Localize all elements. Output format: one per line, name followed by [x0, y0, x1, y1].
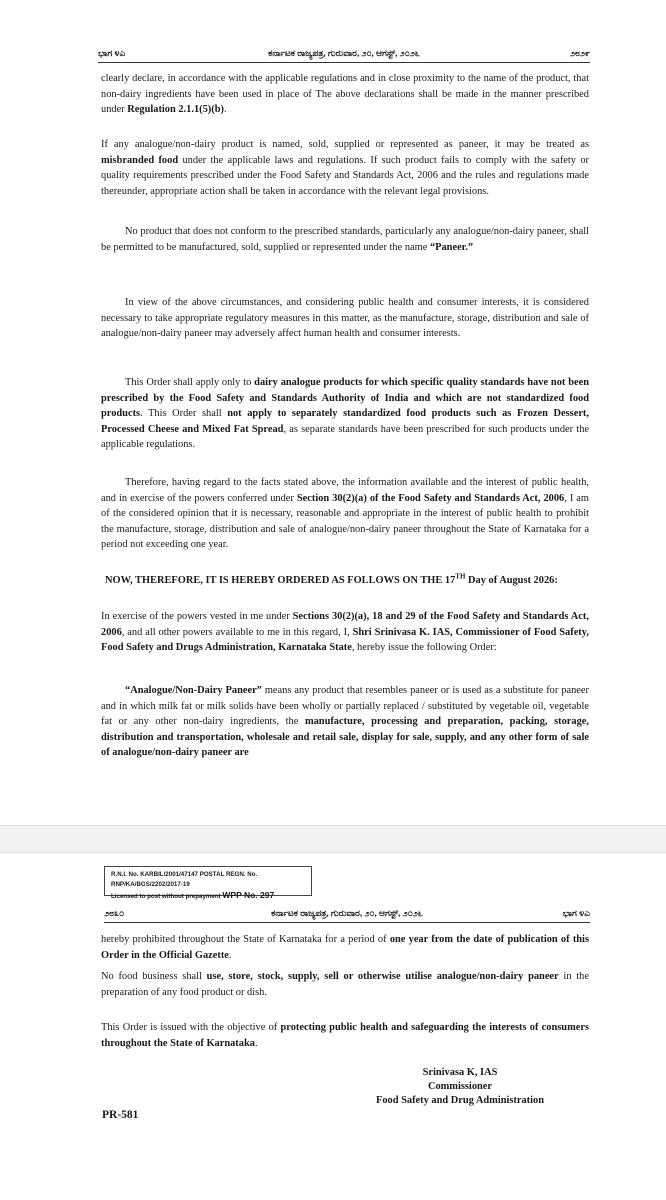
paragraph-misbranded: If any analogue/non-dairy product is named, sold, supplied or represented as paneer, it may be treated as misbranded food under the applicable laws and regulations. If such product fails to comply with the safety or quality requirements prescribed under the Food Safety and Standards Act, 2006 and the rules and regulations made thereunder, appropriate action shall be taken in accordance with the relevant legal provisions. — [101, 139, 589, 197]
gazette-title: ಕರ್ನಾಟಕ ರಾಜ್ಯಪತ್ರ, ಗುರುವಾರ, ೨೦, ಆಗಸ್ಟ್, ೨೦೨೬ — [268, 48, 420, 58]
page-header-2 — [104, 906, 590, 923]
rni-line: R.N.I. No. KARBIL/2001/47147 POSTAL REGN. No. RNP/KA/BGS/2202/2017-19 — [111, 871, 258, 888]
paragraph-scope: This Order shall apply only to dairy analogue products for which specific quality standards have not been prescribed by the Food Safety and Standards Authority of India and which are not standardized food products. This Order shall not apply to separately standardized food products such as Frozen Dessert, Processed Cheese and Mixed Fat Spread, as separate standards have been prescribed for such products under the applicable regulations. — [101, 377, 590, 451]
page-header — [98, 46, 590, 63]
paragraph-declaration: clearly declare, in accordance with the applicable regulations and in close proximity to the name of the product, that non-dairy ingredients have been used in place of The above declarations shall be made in the manner prescribed under Regulation 2.1.1(5)(b). — [101, 73, 589, 116]
paragraph-food-business: No food business shall use, store, stock, supply, sell or otherwise utilise analogue/non-dairy paneer in the preparation of any food product or dish. — [101, 971, 589, 998]
part-label-2: ಭಾಗ ೪ಎ — [562, 908, 590, 918]
signature-block — [330, 1066, 590, 1108]
wpp-line: Licensed to post without prepayment WPP No. 297 — [111, 890, 275, 900]
paragraph-paneer-name: No product that does not conform to the prescribed standards, particularly any analogue/non-dairy paneer, shall be permitted to be manufactured, sold, supplied or represented under the name “Paneer.” — [101, 226, 589, 253]
signatory-name: Srinivasa K, IAS — [422, 1067, 498, 1078]
postal-registration-box — [104, 866, 312, 900]
signatory-office: Food Safety and Drug Administration — [376, 1095, 544, 1106]
page-number-2: ೨೮೩೦ — [104, 908, 125, 918]
signatory-title: Commissioner — [427, 1081, 493, 1092]
pr-number: PR-581 — [102, 1109, 139, 1121]
page-number: ೨೮೨೯ — [569, 48, 590, 58]
paragraph-prohibition: hereby prohibited throughout the State of Karnataka for a period of one year from the date of publication of this Order in the Official Gazette. — [101, 934, 589, 961]
order-heading: NOW, THEREFORE, IT IS HEREBY ORDERED AS FOLLOWS ON THE 17TH Day of August 2026: — [105, 572, 558, 586]
gazette-title-2: ಕರ್ನಾಟಕ ರಾಜ್ಯಪತ್ರ, ಗುರುವಾರ, ೨೦, ಆಗಸ್ಟ್, ೨೦೨೬ — [271, 908, 423, 918]
paragraph-powers: In exercise of the powers vested in me under Sections 30(2)(a), 18 and 29 of the Food Safety and Standards Act, 2006, and all other powers available to me in this regard, I, Shri Srinivasa K. IAS, Commissioner of Food Safety, Food Safety and Drugs Administration, Karnataka State, hereby issue the following Order: — [101, 611, 589, 654]
part-label: ಭಾಗ ೪ಎ — [98, 48, 126, 58]
paragraph-objective: This Order is issued with the objective of protecting public health and safeguarding the interests of consumers throughout the State of Karnataka. — [101, 1022, 589, 1049]
paragraph-definition: “Analogue/Non-Dairy Paneer” means any product that resembles paneer or is used as a substitute for paneer and in which milk fat or milk solids have been wholly or partially replaced / substituted by vegetable oil, vegetable fat or any other non-dairy ingredients, the manufacture, processing and preparation, packing, storage, distribution and transportation, wholesale and retail sale, display for sale, supply, and any other form of sale of analogue/non-dairy paneer are — [101, 685, 589, 759]
paragraph-therefore: Therefore, having regard to the facts stated above, the information available and the interest of public health, and in exercise of the powers conferred under Section 30(2)(a) of the Food Safety and Standards Act, 2006, I am of the considered opinion that it is necessary, reasonable and appropriate in the interest of public health to prohibit the manufacture, storage, distribution and sale of analogue/non-dairy paneer throughout the State of Karnataka for a period not exceeding one year. — [101, 477, 589, 551]
paragraph-circumstances: In view of the above circumstances, and considering public health and consumer interests, it is considered necessary to take appropriate regulatory measures in this matter, as the manufacture, storage, distribution and sale of analogue/non-dairy paneer may adversely affect human health and consumer interests. — [101, 297, 589, 340]
